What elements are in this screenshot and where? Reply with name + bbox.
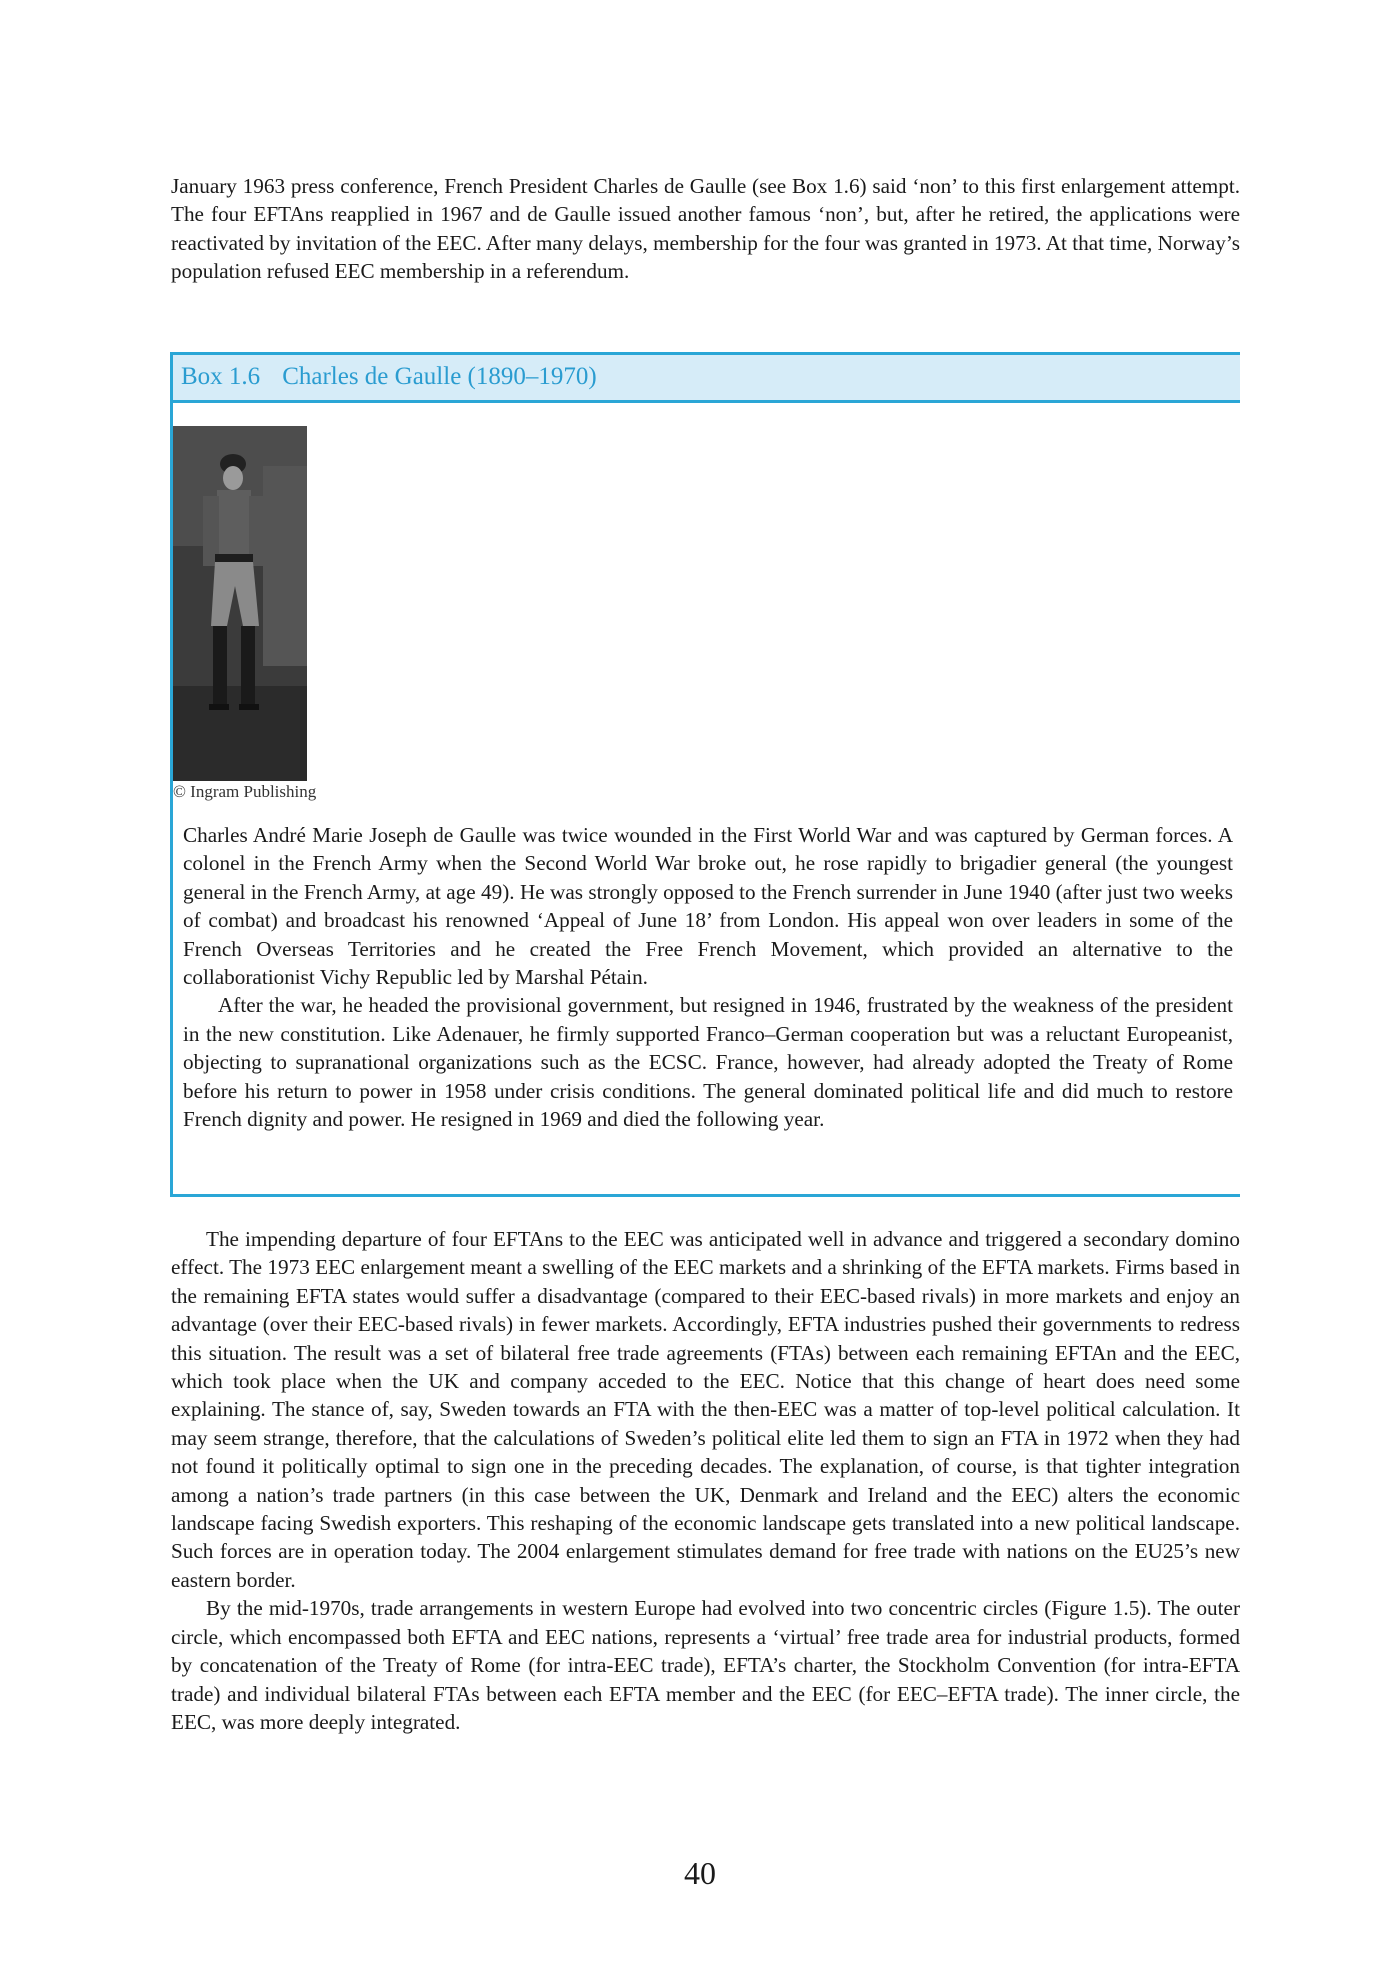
- de-gaulle-photo: [173, 426, 307, 781]
- box-paragraph: Charles André Marie Joseph de Gaulle was twice wounded in the First World War and was captured by German forces. A colonel in the French Army when the Second World War broke out, he rose rapidly to brigadier general (the youngest general in the French Army, at age 49). He was strongly opposed to the French surrender in June 1940 (after just two weeks of combat) and broadcast his renowned ‘Appeal of June 18’ from London. His appeal won over leaders in some of the French Overseas Territories and he created the Free French Movement, which provided an alternative to the collaborationist Vichy Republic led by Marshal Pétain.: [183, 823, 1233, 990]
- box-header: [173, 355, 1240, 403]
- intro-paragraph: [171, 172, 1240, 286]
- intro-text: January 1963 press conference, French President Charles de Gaulle (see Box 1.6) said ‘non’ to this first enlargement attempt. The four EFTAns reapplied in 1967 and de Gaulle issued another famous ‘non’, but, after he retired, the applications were reactivated by invitation of the EEC. After many delays, membership for the four was granted in 1973. At that time, Norway’s population refused EEC membership in a referendum.: [171, 174, 1240, 284]
- body-paragraph: By the mid-1970s, trade arrangements in western Europe had evolved into two concentric circles (Figure 1.5). The outer circle, which encompassed both EFTA and EEC nations, represents a ‘virtual’ free trade area for industrial products, formed by concatenation of the Treaty of Rome (for intra-EEC trade), EFTA’s charter, the Stockholm Convention (for intra-EFTA trade) and individual bilateral FTAs between each EFTA member and the EEC (for EEC–EFTA trade). The inner circle, the EEC, was more deeply integrated.: [171, 1596, 1240, 1734]
- page-number: 40: [684, 1855, 716, 1891]
- box-number: Box 1.6: [181, 363, 261, 390]
- main-body: [171, 1225, 1240, 1736]
- box-title: Charles de Gaulle (1890–1970): [282, 363, 597, 390]
- box-body: [183, 821, 1233, 1133]
- body-paragraph: The impending departure of four EFTAns to the EEC was anticipated well in advance and triggered a secondary domino effect. The 1973 EEC enlargement meant a swelling of the EEC markets and a shrinking of the EFTA markets. Firms based in the remaining EFTA states would suffer a disadvantage (compared to their EEC-based rivals) in more markets and enjoy an advantage (over their EEC-based rivals) in fewer markets. Accordingly, EFTA industries pushed their governments to redress this situation. The result was a set of bilateral free trade agreements (FTAs) between each remaining EFTAn and the EEC, which took place when the UK and company acceded to the EEC. Notice that this change of heart does need some explaining. The stance of, say, Sweden towards an FTA with the then-EEC was a matter of top-level political calculation. It may seem strange, therefore, that the calculations of Sweden’s political elite led them to sign an FTA in 1972 when they had not found it politically optimal to sign one in the preceding decades. The explanation, of course, is that tighter integration among a nation’s trade partners (in this case between the UK, Denmark and Ireland and the EEC) alters the economic landscape facing Swedish exporters. This reshaping of the economic landscape gets translated into a new political landscape. Such forces are in operation today. The 2004 enlargement stimulates demand for free trade with nations on the EU25’s new eastern border.: [171, 1227, 1240, 1592]
- photo-credit: © Ingram Publishing: [173, 782, 317, 801]
- box-charles-de-gaulle: [170, 352, 1240, 1197]
- soldier-portrait-icon: [173, 426, 307, 781]
- box-paragraph: After the war, he headed the provisional government, but resigned in 1946, frustrated by the weakness of the president in the new constitution. Like Adenauer, he firmly supported Franco–German cooperation but was a reluctant Europeanist, objecting to supranational organizations such as the ECSC. France, however, had already adopted the Treaty of Rome before his return to power in 1958 under crisis conditions. The general dominated political life and did much to restore French dignity and power. He resigned in 1969 and died the following year.: [183, 993, 1233, 1132]
